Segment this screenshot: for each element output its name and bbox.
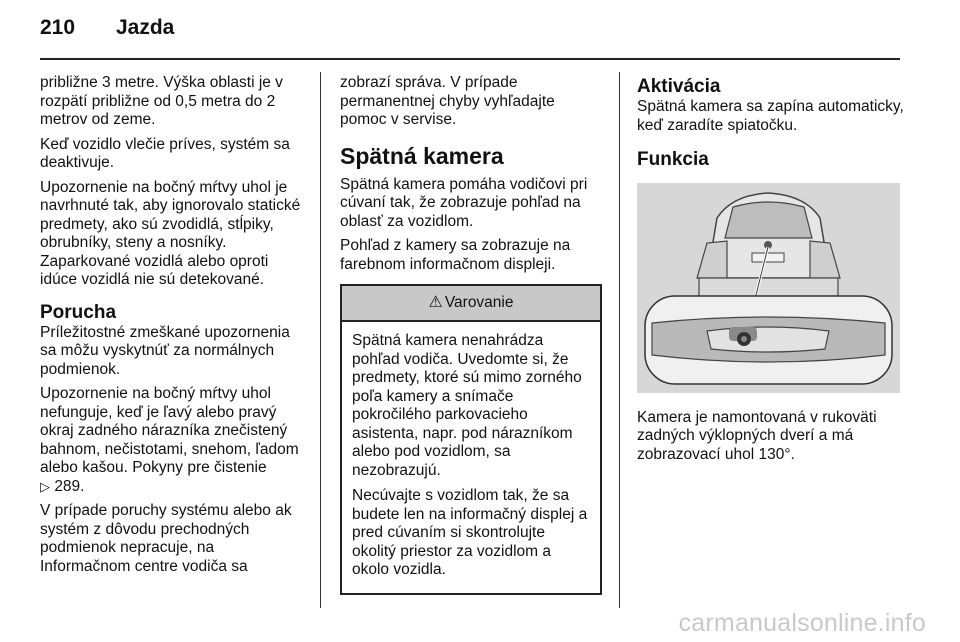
paragraph-static-objects: Upozornenie na bočný mŕtvy uhol je navrhnuté tak, aby ignorovalo statické predmety, ako sú zvodidlá, stĺpiky, obrubníky, steny a nosníky. Zaparkované vozidlá alebo oproti idúce vozidlá nie sú detekované. <box>40 178 301 288</box>
column-2 <box>340 74 602 595</box>
heading-activation: Aktivácia <box>637 76 721 97</box>
page-reference-link[interactable]: 289. <box>54 477 85 495</box>
rear-camera-illustration <box>637 183 900 393</box>
paragraph-service: zobrazí správa. V prípade permanentnej chyby vyhľadajte pomoc v servise. <box>340 74 555 128</box>
warning-header <box>342 286 600 322</box>
paragraph-camera-intro: Spätná kamera pomáha vodičovi pri cúvaní tak, že zobrazuje pohľad na oblasť za vozidlom. <box>340 175 588 230</box>
column-3 <box>637 74 907 470</box>
paragraph-camera-mount: Kamera je namontovaná v rukoväti zadných výklopných dverí a má zobrazovací uhol 130°. <box>637 408 877 463</box>
dirty-bumper-text: Upozornenie na bočný mŕtvy uhol nefunguje, keď je ľavý alebo pravý okraj zadného nárazníka znečistený bahnom, nečistotami, snehom, ľadom alebo kašou. Pokyny pre čistenie <box>40 385 299 476</box>
warning-paragraph-2: Necúvajte s vozidlom tak, že sa budete len na informačný displej a pred cúvaním si skontrolujte okolitý priestor za vozidlom a okolo vozidla. <box>352 487 588 578</box>
header-divider <box>40 58 900 60</box>
paragraph-activation: Spätná kamera sa zapína automaticky, keď zaradíte spiatočku. <box>637 98 904 134</box>
heading-function: Funkcia <box>637 149 709 170</box>
paragraph-dirty-bumper <box>40 385 308 496</box>
warning-body <box>342 322 600 593</box>
column-divider-2 <box>619 72 620 608</box>
heading-malfunction: Porucha <box>40 301 117 323</box>
paragraph-missed-alerts: Príležitostné zmeškané upozornenia sa môžu vyskytnúť za normálnych podmienok. <box>40 323 290 378</box>
page-reference-arrow-icon: ▷ <box>40 478 50 494</box>
section-title: Jazda <box>116 16 175 39</box>
warning-title: Varovanie <box>444 293 514 311</box>
handle-closeup-graphic <box>645 296 892 384</box>
watermark: carmanualsonline.info <box>678 609 926 637</box>
warning-triangle-icon: ⚠ <box>428 293 443 311</box>
page-header <box>40 16 174 48</box>
page-number: 210 <box>40 16 76 39</box>
paragraph-system-failure: V prípade poruchy systému alebo ak systém z dôvodu prechodných podmienok nepracuje, na Informačnom centre vodiča sa <box>40 502 292 575</box>
column-divider-1 <box>320 72 321 608</box>
warning-paragraph-1: Spätná kamera nenahrádza pohľad vodiča. Uvedomte si, že predmety, ktoré sú mimo zorného poľa kamery a snímače pokročilého parkovacieho asistenta, napr. pod nárazníkom alebo pod vozidlom, sa nezobrazujú. <box>352 332 582 479</box>
paragraph-detection-range: približne 3 metre. Výška oblasti je v rozpätí približne od 0,5 metra do 2 metrov od zeme. <box>40 74 283 128</box>
paragraph-camera-display: Pohľad z kamery sa zobrazuje na farebnom informačnom displeji. <box>340 237 571 273</box>
heading-rear-camera: Spätná kamera <box>340 142 504 169</box>
warning-box <box>340 284 602 595</box>
paragraph-trailer: Keď vozidlo vlečie príves, systém sa deaktivuje. <box>40 135 290 171</box>
column-1 <box>40 74 308 582</box>
